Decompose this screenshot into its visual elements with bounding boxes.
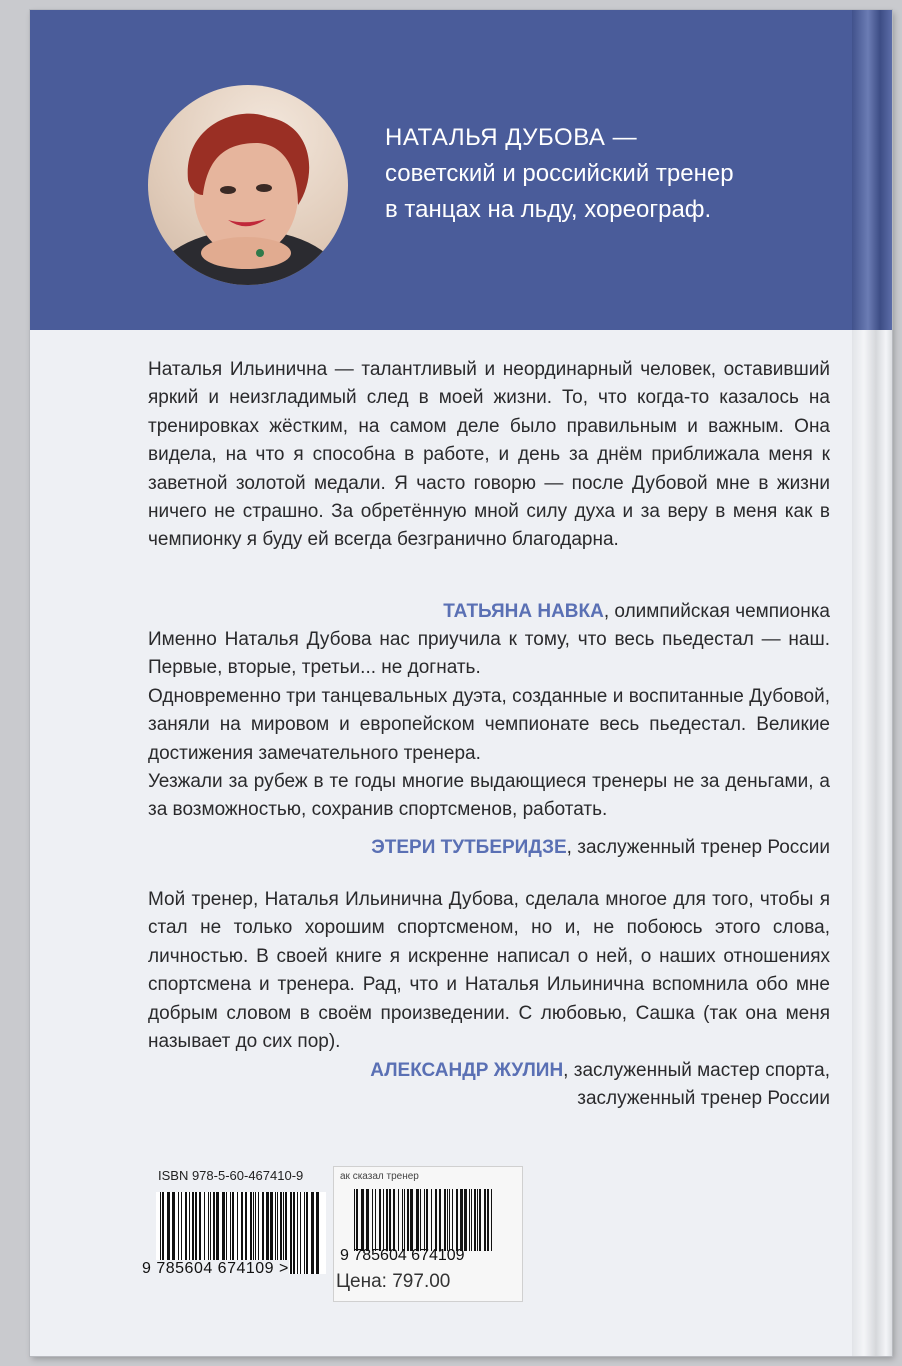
quote-3	[148, 886, 830, 1056]
quote-2-paragraph-3: Уезжали за рубеж в те годы многие выдающиеся тренеры не за деньгами, а за возможностью, сохранив спортсменов, работать.	[148, 771, 830, 821]
attribution-2-title: , заслуженный тренер России	[566, 837, 830, 858]
isbn-barcode-digits: 9 785604 674109 >	[142, 1260, 289, 1277]
portrait-illustration	[148, 85, 348, 285]
author-portrait	[148, 85, 348, 285]
isbn-block	[142, 1168, 332, 1298]
attribution-1-name: ТАТЬЯНА НАВКА	[443, 601, 604, 622]
spine-top	[852, 10, 892, 330]
quote-2	[148, 626, 830, 825]
header-line-2: советский и российский тренер	[385, 160, 734, 187]
isbn-label: ISBN 978-5-60-467410-9	[158, 1168, 304, 1183]
quote-1-text: Наталья Ильинична — талантливый и неординарный человек, оставивший яркий и неизгладимый след в моей жизни. То, что когда-то казалось на тренировках жёстким, на самом деле было правильным и важным. Она видела, на что я способна в работе, и день за днём приближала меня к заветной золотой медали. Я часто говорю — после Дубовой мне в жизни ничего не страшно. За обретённую мной силу духа и за веру в меня как в чемпионку я буду ей всегда безгранично благодарна.	[148, 359, 830, 551]
sticker-barcode	[350, 1189, 496, 1251]
attribution-3-name: АЛЕКСАНДР ЖУЛИН	[370, 1060, 564, 1081]
attribution-2-name: ЭТЕРИ ТУТБЕРИДЗЕ	[371, 837, 567, 858]
attribution-3-title: , заслуженный мастер спорта,	[563, 1060, 830, 1081]
sticker-price: Цена: 797.00	[336, 1271, 451, 1292]
book-back-cover	[30, 10, 892, 1356]
quote-3-text: Мой тренер, Наталья Ильинична Дубова, сделала многое для того, чтобы я стал не только хорошим спортсменом, но и, не побоюсь этого слова, личностью. В своей книге я искренне написал о ней, о наших отношениях спортсмена и тренера. Рад, что и Наталья Ильинична вспомнила обо мне добрым словом в своём произведении. С любовью, Сашка (так она меня называет до сих пор).	[148, 889, 830, 1053]
quote-2-paragraph-1: Именно Наталья Дубова нас приучила к тому, что весь пьедестал — наш. Первые, вторые, третьи... не догнать.	[148, 629, 830, 679]
header-band	[30, 10, 852, 330]
header-line-3: в танцах на льду, хореограф.	[385, 196, 712, 223]
attribution-3	[148, 1057, 830, 1113]
price-sticker	[333, 1166, 523, 1302]
quote-1	[148, 356, 830, 555]
header-name: НАТАЛЬЯ ДУБОВА —	[385, 124, 638, 151]
attribution-1	[148, 598, 830, 626]
quote-2-paragraph-2: Одновременно три танцевальных дуэта, созданные и воспитанные Дубовой, заняли на мировом и европейском чемпионате весь пьедестал. Великие достижения замечательного тренера.	[148, 685, 830, 764]
attribution-2	[148, 834, 830, 862]
header-text	[385, 120, 825, 228]
attribution-3-title-2: заслуженный тренер России	[577, 1088, 830, 1109]
attribution-1-title: , олимпийская чемпионка	[603, 601, 830, 622]
sticker-title: ак сказал тренер	[340, 1171, 419, 1182]
sticker-barcode-digits: 9 785604 674109	[340, 1247, 465, 1264]
